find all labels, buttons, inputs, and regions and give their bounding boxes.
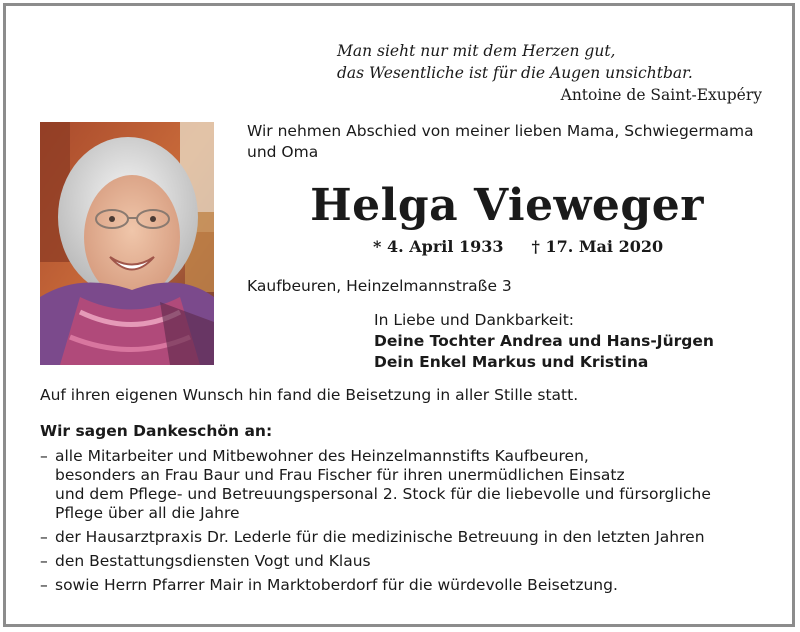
obituary-frame xyxy=(3,3,795,627)
farewell-intro-line-1: Wir nehmen Abschied von meiner lieben Mama, Schwiegermama xyxy=(247,122,754,140)
burial-notice: Auf ihren eigenen Wunsch hin fand die Beisetzung in aller Stille statt. xyxy=(40,386,579,404)
quote-author: Antoine de Saint-Exupéry xyxy=(560,86,762,104)
farewell-intro xyxy=(247,121,787,163)
thanks-list xyxy=(40,447,780,595)
thanks-item xyxy=(40,447,780,523)
thanks-item-2: der Hausarztpraxis Dr. Lederle für die medizinische Betreuung in den letzten Jahren xyxy=(55,528,705,546)
birth-date: * 4. April 1933 xyxy=(373,237,504,256)
deceased-address: Kaufbeuren, Heinzelmannstraße 3 xyxy=(247,277,512,295)
death-date: † 17. Mai 2020 xyxy=(531,237,664,256)
list-dash: – xyxy=(40,447,48,465)
list-dash: – xyxy=(40,528,48,546)
farewell-intro-line-2: und Oma xyxy=(247,143,319,161)
thanks-item-1-line-1: alle Mitarbeiter und Mitbewohner des Heinzelmannstifts Kaufbeuren, xyxy=(55,447,589,465)
thanks-item xyxy=(40,552,780,571)
list-dash: – xyxy=(40,576,48,594)
portrait-photo xyxy=(40,122,214,365)
thanks-title: Wir sagen Dankeschön an: xyxy=(40,422,273,440)
list-dash: – xyxy=(40,552,48,570)
thanks-item-3: den Bestattungsdiensten Vogt und Klaus xyxy=(55,552,371,570)
signers-block xyxy=(374,310,714,373)
signer-daughter: Deine Tochter Andrea und Hans-Jürgen xyxy=(374,332,714,350)
thanks-item-1-line-3: und dem Pflege- und Betreuungspersonal 2. Stock für die liebevolle und fürsorgliche xyxy=(55,485,711,503)
quote-line-1: Man sieht nur mit dem Herzen gut, xyxy=(337,42,616,60)
thanks-item xyxy=(40,528,780,547)
life-dates xyxy=(373,236,663,258)
signers-lead: In Liebe und Dankbarkeit: xyxy=(374,311,575,329)
deceased-name: Helga Vieweger xyxy=(310,180,704,231)
thanks-item-1-line-4: Pflege über all die Jahre xyxy=(55,504,240,522)
quote-line-2: das Wesentliche ist für die Augen unsichtbar. xyxy=(337,64,693,82)
thanks-item xyxy=(40,576,780,595)
thanks-item-1-line-2: besonders an Frau Baur und Frau Fischer für ihren unermüdlichen Einsatz xyxy=(55,466,625,484)
thanks-item-4: sowie Herrn Pfarrer Mair in Marktoberdorf für die würdevolle Beisetzung. xyxy=(55,576,618,594)
signer-grandson: Dein Enkel Markus und Kristina xyxy=(374,353,649,371)
